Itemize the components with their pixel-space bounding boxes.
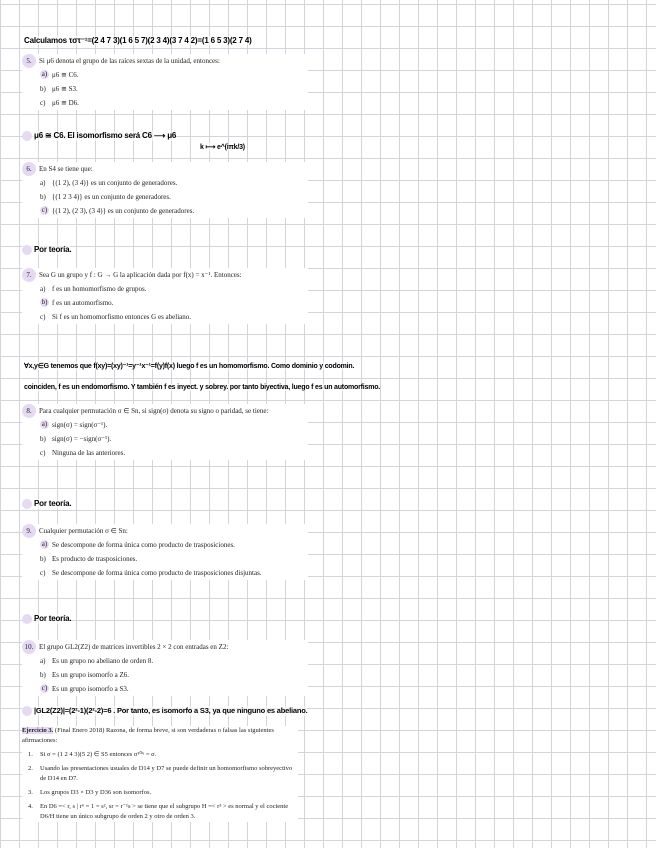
option-text: {(1 2), (2 3), (3 4)} es un conjunto de generadores. <box>52 207 195 215</box>
question-text: En S4 se tiene que: <box>39 165 93 173</box>
option-b[interactable] <box>22 552 308 566</box>
answer-marker-icon <box>22 706 32 716</box>
answer-5: μ6 ≅ C6. El isomorfismo será C6 ⟶ μ6 <box>22 131 176 141</box>
option-label: b) <box>40 435 46 443</box>
option-text: Es un grupo no abeliano de orden 8. <box>52 657 154 665</box>
handwritten-calc-line: Calculamos τστ⁻¹=(2 4 7 3)(1 6 5 7)(2 3 4)(3 7 4 2)=(1 6 5 3)(2 7 4) <box>24 36 252 45</box>
option-text: Es producto de trasposiciones. <box>52 555 138 563</box>
exercise-intro-text: (Final Enero 2018) Razona, de forma breve, si son verdaderas o falsas las siguientes afirmaciones: <box>22 727 274 744</box>
option-c[interactable] <box>22 96 308 110</box>
option-label: a) <box>40 657 46 665</box>
option-label: a) <box>40 285 46 293</box>
question-8 <box>22 404 308 460</box>
option-text: sign(σ) = sign(σ⁻¹). <box>52 421 108 429</box>
option-c[interactable] <box>22 566 308 580</box>
option-text: {(1 2 3 4)} es un conjunto de generadores. <box>52 193 171 201</box>
question-number: 8. <box>22 404 36 418</box>
answer-6: Por teoría. <box>22 245 71 255</box>
option-c[interactable] <box>22 446 308 460</box>
answer-marker-icon <box>22 131 32 141</box>
option-b[interactable] <box>22 668 308 682</box>
exercise-intro <box>22 726 298 746</box>
option-a[interactable] <box>22 654 308 668</box>
option-b[interactable] <box>22 296 308 310</box>
answer-9: Por teoría. <box>22 614 71 624</box>
option-label: a) <box>41 420 48 428</box>
option-label: c) <box>40 99 46 107</box>
option-label: b) <box>40 671 46 679</box>
option-text: Si f es un homomorfismo entonces G es abeliano. <box>52 313 192 321</box>
option-a[interactable] <box>22 538 308 552</box>
question-5 <box>22 54 308 110</box>
option-a[interactable] <box>22 176 308 190</box>
option-text: Ninguna de las anteriores. <box>52 449 126 457</box>
option-text: Es un grupo isomorfo a Z6. <box>52 671 129 679</box>
answer-marker-icon <box>22 499 32 509</box>
option-label: a) <box>40 179 46 187</box>
option-label: c) <box>40 449 46 457</box>
question-text: Si μ6 denota el grupo de las raíces sextas de la unidad, entonces: <box>39 57 220 65</box>
exercise-item-2: 2. Usando las presentaciones usuales de D14 y D7 se puede definir un homomorfismo sobreyectivo de D14 en D7. <box>28 765 293 782</box>
option-label: c) <box>41 684 48 692</box>
question-number: 9. <box>22 524 36 538</box>
option-a[interactable] <box>22 282 308 296</box>
question-number: 10. <box>22 640 36 654</box>
option-b[interactable] <box>22 432 308 446</box>
answer-7-line2: coinciden, f es un endomorfismo. Y también f es inyect. y sobrey. por tanto biyectiva, luego f es un automorfismo. <box>24 384 381 391</box>
option-text: μ6 ≅ S3. <box>52 85 78 93</box>
answer-marker-icon <box>22 614 32 624</box>
option-b[interactable] <box>22 190 308 204</box>
option-text: f es un automorfismo. <box>52 299 114 307</box>
question-9 <box>22 524 308 580</box>
answer-7-line1: ∀x,y∈G tenemos que f(xy)=(xy)⁻¹=y⁻¹x⁻¹=f(y)f(x) luego f es un homomorfismo. Como dominio y codomin. <box>24 363 355 370</box>
option-text: Se descompone de forma única como producto de trasposiciones. <box>52 541 235 549</box>
exercise-item-1: 1. Si σ = (1 2 4 3)(5 2) ∈ S5 entonces σ¹⁰⁶ = σ. <box>28 751 157 758</box>
option-label: c) <box>40 313 46 321</box>
exercise-title: Ejercicio 3. <box>22 727 54 734</box>
option-label: a) <box>41 70 48 78</box>
option-label: b) <box>40 555 46 563</box>
option-label: b) <box>40 85 46 93</box>
option-label: c) <box>41 206 48 214</box>
exercise-item-4: 4. En D6 =< r, s | r⁶ = 1 = s², sr = r⁻¹s > se tiene que el subgrupo H =< r³ > es normal y el cociente D6/H tiene un único subgrupo de orden 2 y otro de orden 3. <box>28 803 289 820</box>
question-number: 7. <box>22 268 36 282</box>
answer-8: Por teoría. <box>22 499 71 509</box>
option-text: Se descompone de forma única como producto de trasposiciones disjuntas. <box>52 569 262 577</box>
option-text: μ6 ≅ C6. <box>52 71 79 79</box>
option-c[interactable] <box>22 310 308 324</box>
option-label: b) <box>41 298 48 306</box>
question-number: 6. <box>22 162 36 176</box>
answer-10: |GL2(Z2)|=(2²-1)(2²-2)=6 . Por tanto, es isomorfo a S3, ya que ninguno es abeliano. <box>22 706 307 716</box>
answer-marker-icon <box>22 245 32 255</box>
option-text: {(1 2), (3 4)} es un conjunto de generadores. <box>52 179 178 187</box>
option-b[interactable] <box>22 82 308 96</box>
question-6 <box>22 162 308 218</box>
option-c[interactable] <box>22 682 308 696</box>
question-text: Sea G un grupo y f : G → G la aplicación dada por f(x) = x⁻¹. Entonces: <box>39 271 242 279</box>
question-number: 5. <box>22 54 36 68</box>
question-10 <box>22 640 308 696</box>
question-text: Para cualquier permutación σ ∈ Sn, si sign(σ) denota su signo o paridad, se tiene: <box>39 407 269 415</box>
question-text: Cualquier permutación σ ∈ Sn: <box>39 527 128 535</box>
question-text: El grupo GL2(Z2) de matrices invertibles 2 × 2 con entradas en Z2: <box>39 643 229 651</box>
option-text: sign(σ) = −sign(σ⁻¹). <box>52 435 112 443</box>
option-text: Es un grupo isomorfo a S3. <box>52 685 129 693</box>
option-a[interactable] <box>22 68 308 82</box>
exercise-item-3: 3. Los grupos D3 × D3 y D36 son isomorfos. <box>28 789 152 796</box>
option-label: b) <box>40 193 46 201</box>
answer-5-map: k ⟼ e^(iπk/3) <box>200 144 245 151</box>
option-a[interactable] <box>22 418 308 432</box>
option-text: μ6 ≅ D6. <box>52 99 79 107</box>
option-label: c) <box>40 569 46 577</box>
option-text: f es un homomorfismo de grupos. <box>52 285 147 293</box>
option-label: a) <box>41 540 48 548</box>
exercise-3 <box>22 726 298 822</box>
question-7 <box>22 268 308 324</box>
option-c[interactable] <box>22 204 308 218</box>
